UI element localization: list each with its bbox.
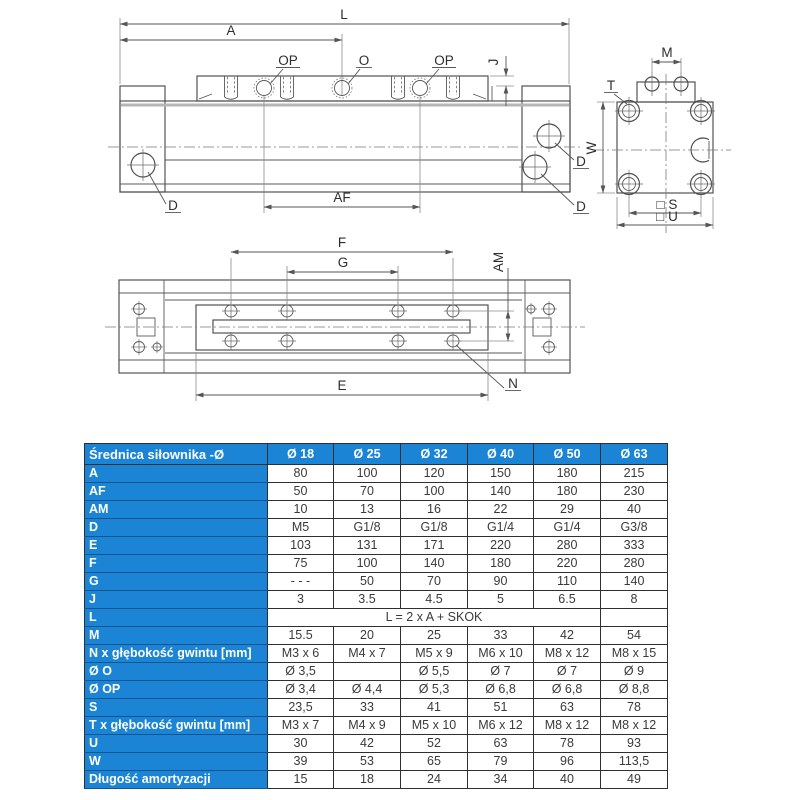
label-G: G bbox=[337, 255, 349, 270]
table-cell: 100 bbox=[401, 483, 468, 501]
table-cell-merged: L = 2 x A + SKOK bbox=[268, 609, 601, 627]
table-cell: 180 bbox=[468, 555, 534, 573]
table-cell: Ø 6,8 bbox=[534, 681, 601, 699]
table-body bbox=[85, 465, 668, 789]
table-row bbox=[85, 699, 668, 717]
table-cell: 6.5 bbox=[534, 591, 601, 609]
table-cell: 52 bbox=[401, 735, 468, 753]
table-cell: M8 x 12 bbox=[534, 645, 601, 663]
table-row bbox=[85, 501, 668, 519]
table-row bbox=[85, 555, 668, 573]
dimension-table bbox=[84, 443, 668, 789]
slot-bottom bbox=[225, 97, 238, 99]
table-cell: 65 bbox=[401, 753, 468, 771]
table-cell: G1/4 bbox=[534, 519, 601, 537]
carriage-screws bbox=[222, 302, 462, 350]
hole bbox=[413, 81, 428, 96]
table-cell: M5 x 10 bbox=[401, 717, 468, 735]
table-cell: 180 bbox=[534, 483, 601, 501]
table-cell bbox=[334, 663, 401, 681]
row-label: S bbox=[85, 699, 268, 717]
table-cell: 80 bbox=[268, 465, 334, 483]
table-row bbox=[85, 627, 668, 645]
table-cell: Ø 6,8 bbox=[468, 681, 534, 699]
table-header-col: Ø 40 bbox=[468, 444, 534, 465]
row-label: Ø O bbox=[85, 663, 268, 681]
hole-halo bbox=[254, 78, 274, 98]
table-cell: 140 bbox=[468, 483, 534, 501]
table-cell: 180 bbox=[534, 465, 601, 483]
table-cell: 140 bbox=[601, 573, 668, 591]
table-cell: 75 bbox=[268, 555, 334, 573]
callout-OP-right bbox=[426, 53, 456, 84]
row-label: N x głębokość gwintu [mm] bbox=[85, 645, 268, 663]
label-N: N bbox=[508, 376, 518, 391]
table-row bbox=[85, 483, 668, 501]
callout-N bbox=[456, 345, 521, 391]
table-cell: G1/4 bbox=[468, 519, 534, 537]
table-row bbox=[85, 519, 668, 537]
table-cell: 333 bbox=[601, 537, 668, 555]
table-cell: 63 bbox=[534, 699, 601, 717]
table-cell: 41 bbox=[401, 699, 468, 717]
table-header-row bbox=[85, 444, 668, 465]
table-cell: 22 bbox=[468, 501, 534, 519]
table-cell: M5 bbox=[268, 519, 334, 537]
dim-F bbox=[231, 235, 453, 306]
callout-O bbox=[348, 53, 372, 84]
table-cell: Ø 3,4 bbox=[268, 681, 334, 699]
dim-AM bbox=[459, 252, 514, 341]
table-cell: 39 bbox=[268, 753, 334, 771]
row-label: L bbox=[85, 609, 268, 627]
port-D-left bbox=[127, 149, 181, 213]
table-cell: 220 bbox=[468, 537, 534, 555]
table-row bbox=[85, 753, 668, 771]
table-cell: M6 x 12 bbox=[468, 717, 534, 735]
table-cell: 78 bbox=[534, 735, 601, 753]
table-cell: 113,5 bbox=[601, 753, 668, 771]
table-cell: M5 x 9 bbox=[401, 645, 468, 663]
hole-halo bbox=[410, 78, 430, 98]
table-cell: M8 x 12 bbox=[534, 717, 601, 735]
row-label: F bbox=[85, 555, 268, 573]
label-F: F bbox=[337, 235, 347, 250]
table-header-col: Ø 50 bbox=[534, 444, 601, 465]
table-cell: 140 bbox=[401, 555, 468, 573]
label-OP: OP bbox=[434, 53, 454, 68]
table-header-label: Średnica siłownika -Ø bbox=[85, 444, 268, 465]
table-cell: Ø 5,5 bbox=[401, 663, 468, 681]
table-row bbox=[85, 465, 668, 483]
table-cell: 150 bbox=[468, 465, 534, 483]
table-cell: Ø 7 bbox=[534, 663, 601, 681]
label-D: D bbox=[576, 199, 586, 214]
dim-A bbox=[120, 23, 342, 95]
table-cell: 79 bbox=[468, 753, 534, 771]
table-cell: 49 bbox=[601, 771, 668, 789]
table-header-col: Ø 63 bbox=[601, 444, 668, 465]
table-header-col: Ø 25 bbox=[334, 444, 401, 465]
table-cell: 110 bbox=[534, 573, 601, 591]
row-label: A bbox=[85, 465, 268, 483]
table-cell: 42 bbox=[334, 735, 401, 753]
label-D: D bbox=[576, 154, 586, 169]
table-cell: Ø 8,8 bbox=[601, 681, 668, 699]
label-M: M bbox=[661, 45, 673, 60]
row-label: J bbox=[85, 591, 268, 609]
label-AM: AM bbox=[491, 251, 506, 273]
table-cell: 29 bbox=[534, 501, 601, 519]
table-cell: 51 bbox=[468, 699, 534, 717]
table-header-col: Ø 18 bbox=[268, 444, 334, 465]
label-U: □ U bbox=[656, 209, 678, 224]
row-label: D bbox=[85, 519, 268, 537]
table-cell: 96 bbox=[534, 753, 601, 771]
label-E: E bbox=[337, 378, 347, 393]
table-cell: M6 x 10 bbox=[468, 645, 534, 663]
table-cell: 8 bbox=[601, 591, 668, 609]
table-cell: 215 bbox=[601, 465, 668, 483]
table-cell: 10 bbox=[268, 501, 334, 519]
table-cell: G1/8 bbox=[334, 519, 401, 537]
table-cell: 90 bbox=[468, 573, 534, 591]
table-cell: 70 bbox=[401, 573, 468, 591]
table-cell: 33 bbox=[468, 627, 534, 645]
table-cell: 70 bbox=[334, 483, 401, 501]
table-cell: Ø 5,3 bbox=[401, 681, 468, 699]
row-label: E bbox=[85, 537, 268, 555]
end-cap-details bbox=[131, 301, 557, 355]
label-O: O bbox=[358, 53, 370, 68]
table-row bbox=[85, 717, 668, 735]
table-cell: 131 bbox=[334, 537, 401, 555]
corner-screws bbox=[615, 97, 715, 198]
dim-E bbox=[196, 352, 488, 401]
dim-AF bbox=[264, 96, 420, 213]
table-row bbox=[85, 681, 668, 699]
callout-T bbox=[604, 78, 627, 104]
table-cell: G1/8 bbox=[401, 519, 468, 537]
table-cell: Ø 9 bbox=[601, 663, 668, 681]
table-cell: 100 bbox=[334, 465, 401, 483]
table-cell: M8 x 12 bbox=[601, 717, 668, 735]
table-row bbox=[85, 771, 668, 789]
table-row bbox=[85, 573, 668, 591]
dim-J bbox=[486, 56, 514, 106]
table-cell: 103 bbox=[268, 537, 334, 555]
port-D-right-upper bbox=[533, 120, 589, 169]
table-cell: 280 bbox=[534, 537, 601, 555]
table-cell: 30 bbox=[268, 735, 334, 753]
plan-view bbox=[105, 235, 585, 401]
table-cell: G3/8 bbox=[601, 519, 668, 537]
table-cell: 120 bbox=[401, 465, 468, 483]
carriage-plate bbox=[196, 305, 488, 350]
dim-W bbox=[584, 102, 615, 193]
table-cell: 280 bbox=[601, 555, 668, 573]
table-row bbox=[85, 645, 668, 663]
table-cell: 24 bbox=[401, 771, 468, 789]
table-cell: M4 x 9 bbox=[334, 717, 401, 735]
callout-OP-left bbox=[270, 53, 300, 84]
label-W: W bbox=[584, 141, 599, 155]
table-cell: 34 bbox=[468, 771, 534, 789]
slot-bottom bbox=[392, 97, 405, 99]
center-slot bbox=[213, 320, 470, 333]
table-cell: 15 bbox=[268, 771, 334, 789]
end-view bbox=[584, 45, 731, 233]
label-T: T bbox=[606, 78, 616, 93]
table-cell: 20 bbox=[334, 627, 401, 645]
table-cell: 15.5 bbox=[268, 627, 334, 645]
label-D: D bbox=[168, 198, 178, 213]
row-label: G bbox=[85, 573, 268, 591]
table-row bbox=[85, 609, 668, 627]
table-cell: Ø 3,5 bbox=[268, 663, 334, 681]
table-cell: 63 bbox=[468, 735, 534, 753]
table-cell: 16 bbox=[401, 501, 468, 519]
hole bbox=[257, 81, 272, 96]
table-cell: 42 bbox=[534, 627, 601, 645]
table-cell: 13 bbox=[334, 501, 401, 519]
table-cell: 40 bbox=[534, 771, 601, 789]
table-cell bbox=[601, 609, 668, 627]
table-cell: 3 bbox=[268, 591, 334, 609]
table-cell: 50 bbox=[268, 483, 334, 501]
table-cell: 171 bbox=[401, 537, 468, 555]
row-label: T x głębokość gwintu [mm] bbox=[85, 717, 268, 735]
slot-bottom bbox=[447, 97, 460, 99]
label-L: L bbox=[340, 7, 348, 22]
table-cell: 54 bbox=[601, 627, 668, 645]
table-cell: - - - bbox=[268, 573, 334, 591]
table-cell: 93 bbox=[601, 735, 668, 753]
table-row bbox=[85, 735, 668, 753]
row-label: Ø OP bbox=[85, 681, 268, 699]
table-cell: 220 bbox=[534, 555, 601, 573]
table-row bbox=[85, 663, 668, 681]
table-cell: 18 bbox=[334, 771, 401, 789]
table-cell: Ø 4,4 bbox=[334, 681, 401, 699]
table-cell: M8 x 15 bbox=[601, 645, 668, 663]
row-label: AM bbox=[85, 501, 268, 519]
label-OP: OP bbox=[278, 53, 298, 68]
row-label: AF bbox=[85, 483, 268, 501]
row-label: M bbox=[85, 627, 268, 645]
row-label: U bbox=[85, 735, 268, 753]
table-cell: 23,5 bbox=[268, 699, 334, 717]
dim-M bbox=[652, 45, 681, 72]
label-A: A bbox=[226, 23, 236, 38]
side-view bbox=[108, 7, 589, 214]
table-cell: 78 bbox=[601, 699, 668, 717]
row-label: Długość amortyzacji bbox=[85, 771, 268, 789]
table-cell: 50 bbox=[334, 573, 401, 591]
table-cell: 53 bbox=[334, 753, 401, 771]
dim-L bbox=[120, 7, 569, 84]
table-cell: M4 x 7 bbox=[334, 645, 401, 663]
label-S: □ S bbox=[656, 197, 678, 212]
slot-bottom bbox=[281, 97, 294, 99]
table-row bbox=[85, 591, 668, 609]
row-label: W bbox=[85, 753, 268, 771]
label-J: J bbox=[486, 58, 501, 66]
table-cell: 33 bbox=[334, 699, 401, 717]
table-cell: 5 bbox=[468, 591, 534, 609]
table-cell: M3 x 7 bbox=[268, 717, 334, 735]
table-cell: Ø 7 bbox=[468, 663, 534, 681]
table-cell: 230 bbox=[601, 483, 668, 501]
table-cell: 25 bbox=[401, 627, 468, 645]
table-cell: M3 x 6 bbox=[268, 645, 334, 663]
table-header-col: Ø 32 bbox=[401, 444, 468, 465]
end-body bbox=[617, 102, 713, 193]
table-cell: 3.5 bbox=[334, 591, 401, 609]
table-cell: 4.5 bbox=[401, 591, 468, 609]
plan-body bbox=[119, 280, 570, 373]
table-cell: 100 bbox=[334, 555, 401, 573]
table-cell: 40 bbox=[601, 501, 668, 519]
label-AF: AF bbox=[333, 190, 351, 205]
table-row bbox=[85, 537, 668, 555]
cylinder-body-side bbox=[108, 76, 582, 192]
